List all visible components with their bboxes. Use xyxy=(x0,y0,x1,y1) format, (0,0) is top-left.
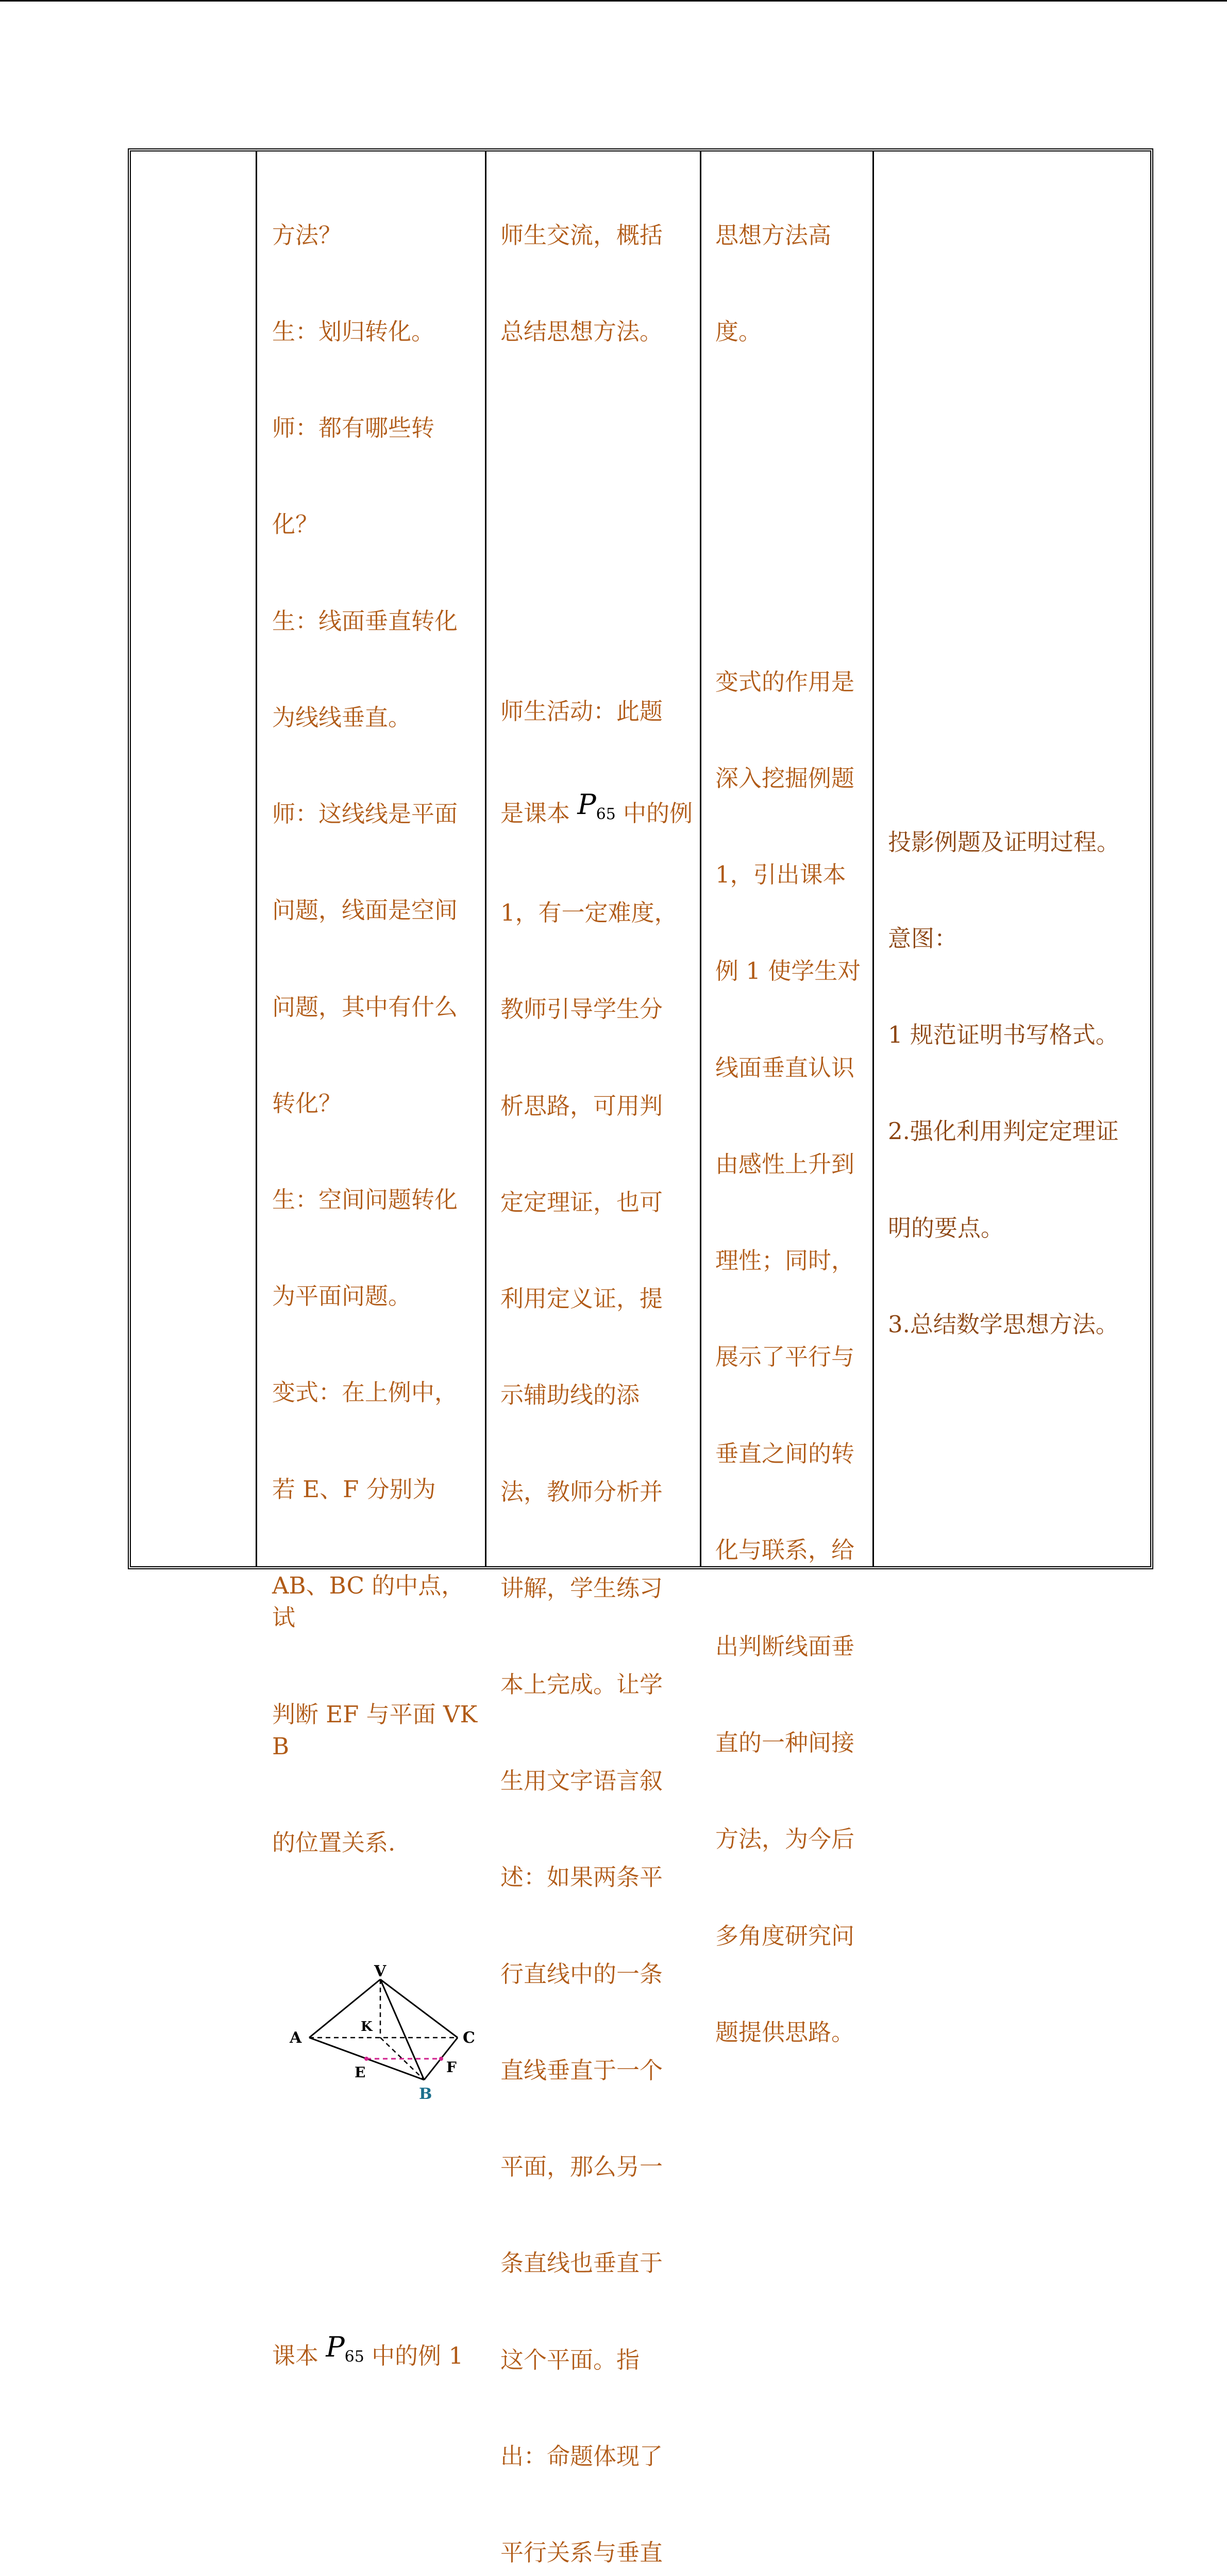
intent-line: 深入挖掘例题 xyxy=(715,765,855,792)
content-line: 变式：在上例中， xyxy=(272,1379,458,1406)
column-divider xyxy=(700,151,701,1566)
label-F: F xyxy=(446,2058,457,2076)
label-E: E xyxy=(355,2063,366,2081)
textbook-reference xyxy=(272,2330,478,2375)
column-divider xyxy=(872,151,874,1566)
intent-line: 1，引出课本 xyxy=(715,861,846,889)
page-ref xyxy=(326,2330,364,2375)
activity-line: 直线垂直于一个 xyxy=(500,2056,663,2084)
intent-line: 思想方法高 xyxy=(715,221,832,249)
intent-line: 线面垂直认识 xyxy=(715,1054,855,1081)
activity-line: 生用文字语言叙 xyxy=(500,1767,663,1795)
activity-line: 示辅助线的添 xyxy=(500,1381,640,1409)
activity-line: 讲解，学生练习 xyxy=(500,1574,663,1602)
column-divider xyxy=(485,151,486,1566)
content-line: 生：线面垂直转化 xyxy=(272,607,458,635)
activity-line: 出：命题体现了 xyxy=(500,2442,663,2470)
activity-line: 教师引导学生分 xyxy=(500,995,663,1023)
intent-line: 化与联系，给 xyxy=(715,1536,855,1564)
page-ref-symbol: P xyxy=(577,788,596,821)
activity-line: 析思路，可用判 xyxy=(500,1092,663,1120)
content-line: 生：划归转化。 xyxy=(272,318,435,346)
page-ref-number: 65 xyxy=(596,805,616,824)
edge-VC xyxy=(380,1979,458,2038)
lesson-table xyxy=(128,148,1153,2566)
design-intent-cell xyxy=(715,155,870,412)
activity-line: 平面，那么另一 xyxy=(500,2153,663,2181)
design-intent-detail xyxy=(715,602,870,2113)
content-line: 生：空间问题转化 xyxy=(272,1186,458,1213)
page-top-rule xyxy=(0,0,1227,2)
ref-suffix: 中的例 1 xyxy=(364,2342,464,2369)
activity-line: 平行关系与垂直 xyxy=(500,2538,663,2566)
activity-line: 本上完成。让学 xyxy=(500,1671,663,1698)
activity-line: 师生交流，概括 xyxy=(500,221,663,249)
intent-line: 变式的作用是 xyxy=(715,668,855,696)
notes-line: 投影例题及证明过程。 xyxy=(888,828,1120,856)
intent-line: 出判断线面垂 xyxy=(715,1633,855,1660)
intent-line: 直的一种间接 xyxy=(715,1729,855,1757)
activity-detail xyxy=(500,631,696,2576)
label-C: C xyxy=(463,2028,475,2047)
label-K: K xyxy=(361,2019,373,2035)
intent-line: 方法，为今后 xyxy=(715,1825,855,1853)
content-line: 若 E、F 分别为 xyxy=(272,1475,436,1503)
teaching-content-cell xyxy=(272,155,478,2439)
content-line: 问题，其中有什么 xyxy=(272,993,458,1021)
pyramid-diagram xyxy=(282,1964,489,2108)
content-line: 的位置关系. xyxy=(272,1829,396,1857)
notes-cell xyxy=(888,762,1146,1405)
content-line: 师：这线线是平面 xyxy=(272,800,458,828)
content-line: 师：都有哪些转 xyxy=(272,414,435,442)
activity-line: 述：如果两条平 xyxy=(500,1863,663,1891)
notes-line: 明的要点。 xyxy=(888,1214,1004,1242)
intent-line: 例 1 使学生对 xyxy=(715,957,861,985)
page-ref-number: 65 xyxy=(344,2347,364,2366)
notes-line: 3.总结数学思想方法。 xyxy=(888,1310,1119,1338)
page-ref-symbol: P xyxy=(326,2330,345,2363)
point-E-dot xyxy=(364,2057,368,2061)
label-A: A xyxy=(290,2028,302,2047)
content-line: 为平面问题。 xyxy=(272,1282,412,1310)
content-line: AB、BC 的中点，试 xyxy=(272,1571,465,1632)
content-line: 化？ xyxy=(272,511,319,538)
intent-line: 度。 xyxy=(715,318,762,346)
textbook-reference xyxy=(500,788,696,833)
activity-line: 法，教师分析并 xyxy=(500,1478,663,1505)
intent-line: 垂直之间的转 xyxy=(715,1439,855,1467)
intent-line: 题提供思路。 xyxy=(715,2018,855,2046)
activity-line: 条直线也垂直于 xyxy=(500,2249,663,2277)
content-line: 转化？ xyxy=(272,1089,342,1117)
ref-suffix: 中的例 xyxy=(615,800,693,827)
point-F-dot xyxy=(439,2057,443,2061)
activity-line: 行直线中的一条 xyxy=(500,1960,663,1988)
notes-line: 1 规范证明书写格式。 xyxy=(888,1021,1119,1049)
notes-line: 2.强化利用判定定理证 xyxy=(888,1117,1119,1145)
activity-line: 师生活动：此题 xyxy=(500,697,663,725)
content-line: 问题，线面是空间 xyxy=(272,896,458,924)
intent-line: 多角度研究问 xyxy=(715,1922,855,1950)
intent-line: 理性；同时， xyxy=(715,1247,855,1275)
label-V: V xyxy=(374,1963,386,1980)
page-ref xyxy=(577,788,616,833)
intent-line: 由感性上升到 xyxy=(715,1150,855,1178)
activity-line: 利用定义证，提 xyxy=(500,1285,663,1313)
activity-line: 1，有一定难度， xyxy=(500,899,678,927)
activity-cell xyxy=(500,155,696,412)
notes-line: 意图： xyxy=(888,925,958,953)
content-line: 判断 EF 与平面 VKB xyxy=(272,1700,478,1760)
edge-VB xyxy=(380,1979,424,2080)
activity-line: 这个平面。指 xyxy=(500,2346,640,2374)
content-line: 为线线垂直。 xyxy=(272,703,412,731)
column-divider xyxy=(256,151,257,1566)
activity-line: 定定理证，也可 xyxy=(500,1188,663,1216)
intent-line: 展示了平行与 xyxy=(715,1343,855,1371)
ref-prefix: 是课本 xyxy=(500,800,578,827)
activity-line: 总结思想方法。 xyxy=(500,318,663,346)
label-B: B xyxy=(419,2084,432,2103)
content-line: 方法？ xyxy=(272,221,342,249)
ref-prefix: 课本 xyxy=(272,2342,326,2369)
